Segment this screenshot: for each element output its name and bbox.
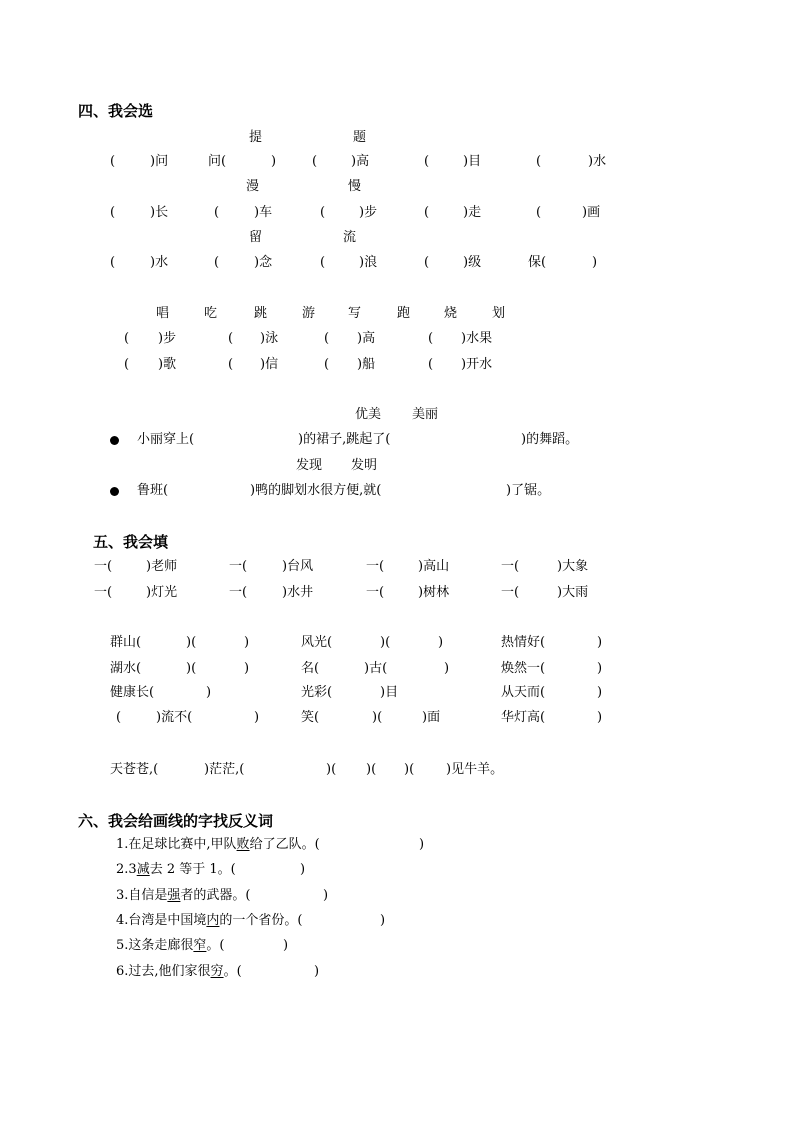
idiom-part: ) — [244, 661, 250, 676]
item-text: 去 2 等于 1。( — [149, 862, 236, 877]
blank-text: )水 — [588, 154, 607, 169]
blank-open: ( — [428, 357, 434, 372]
idiom-part: )目 — [380, 685, 399, 700]
blank-open: ( — [228, 357, 234, 372]
blank-open: ( — [228, 331, 234, 346]
fill-part: )灯光 — [146, 585, 178, 600]
idiom-part: )( — [372, 710, 383, 725]
blank-text: )船 — [357, 357, 376, 372]
fill-part: )大雨 — [557, 585, 589, 600]
blank-open: ( — [424, 255, 430, 270]
idiom-part: )面 — [422, 710, 441, 725]
idiom-part: ) — [244, 635, 250, 650]
blank-open: ( — [312, 154, 318, 169]
blank-text: )歌 — [158, 357, 177, 372]
paren-close: ) — [300, 862, 306, 877]
idiom-part: ) — [206, 685, 212, 700]
fill-part: )水井 — [282, 585, 314, 600]
underlined-char: 败 — [236, 837, 250, 852]
blank-open: ( — [424, 205, 430, 220]
item-text: 的一个省份。( — [219, 913, 303, 928]
blank-open: ( — [124, 331, 130, 346]
blank-open: ( — [324, 331, 330, 346]
blank-text: )开水 — [461, 357, 493, 372]
fill-part: )高山 — [418, 559, 450, 574]
word-option: 吃 — [204, 306, 218, 321]
idiom-part: ) — [254, 710, 260, 725]
fill-part: )老师 — [146, 559, 178, 574]
idiom-part: 湖水( — [110, 661, 142, 676]
blank-text: )目 — [463, 154, 482, 169]
fill-part: )树林 — [418, 585, 450, 600]
idiom-part: )流不( — [156, 710, 193, 725]
blank-text: )水 — [150, 255, 169, 270]
blank-text: )高 — [351, 154, 370, 169]
section5-heading: 五、我会填 — [93, 533, 169, 551]
antonym-item — [116, 938, 225, 954]
idiom-part: )( — [186, 635, 197, 650]
blank-text: )念 — [254, 255, 273, 270]
fill-part: )大象 — [557, 559, 589, 574]
blank-text: )泳 — [260, 331, 279, 346]
blank-text: 保( — [528, 255, 547, 270]
idiom-part: ) — [444, 661, 450, 676]
poem-part: 天苍苍,( — [110, 762, 159, 777]
word-option: 漫 — [246, 179, 260, 194]
item-text: 6.过去,他们家很 — [116, 964, 211, 979]
word-option: 烧 — [444, 306, 458, 321]
word-option: 慢 — [348, 179, 362, 194]
blank-text: )级 — [463, 255, 482, 270]
antonym-item — [116, 913, 303, 929]
sentence-part: 鲁班( — [137, 483, 169, 498]
idiom-part: )古( — [364, 661, 388, 676]
idiom-part: 名( — [301, 661, 320, 676]
bullet-icon — [110, 487, 119, 496]
fill-part: )台风 — [282, 559, 314, 574]
idiom-part: 焕然一( — [501, 661, 546, 676]
fill-part: 一( — [94, 585, 113, 600]
blank-text: )车 — [254, 205, 273, 220]
item-text: 给了乙队。( — [249, 837, 320, 852]
blank-text: )长 — [150, 205, 169, 220]
blank-close: ) — [271, 154, 277, 169]
blank-open: ( — [320, 205, 326, 220]
word-option: 发明 — [351, 458, 378, 473]
item-text: 5.这条走廊很 — [116, 938, 194, 953]
blank-text: )步 — [359, 205, 378, 220]
word-option: 跳 — [254, 306, 268, 321]
idiom-part: ) — [597, 685, 603, 700]
blank-open: ( — [214, 205, 220, 220]
paren-close: ) — [283, 938, 289, 953]
paren-close: ) — [419, 837, 425, 852]
word-option: 美丽 — [412, 407, 439, 422]
blank-text: )水果 — [461, 331, 493, 346]
poem-part: )见牛羊。 — [446, 762, 504, 777]
antonym-item — [116, 862, 236, 878]
paren-close: ) — [323, 888, 329, 903]
underlined-char: 强 — [167, 888, 181, 903]
poem-part: )( — [404, 762, 415, 777]
idiom-part: )( — [380, 635, 391, 650]
word-option: 划 — [492, 306, 506, 321]
idiom-part: ) — [597, 661, 603, 676]
sentence-part: )了锯。 — [506, 483, 551, 498]
word-option: 写 — [348, 306, 362, 321]
idiom-part: ) — [597, 710, 603, 725]
idiom-part: ) — [438, 635, 444, 650]
paren-close: ) — [380, 913, 386, 928]
item-text: 。( — [206, 938, 225, 953]
idiom-part: 光彩( — [301, 685, 333, 700]
antonym-item — [116, 888, 251, 904]
antonym-item — [116, 964, 242, 980]
sentence-part: )的舞蹈。 — [521, 432, 579, 447]
poem-part: )( — [326, 762, 337, 777]
idiom-part: 群山( — [110, 635, 142, 650]
word-option: 留 — [249, 230, 263, 245]
idiom-part: )( — [186, 661, 197, 676]
fill-part: 一( — [366, 559, 385, 574]
fill-part: 一( — [229, 559, 248, 574]
idiom-part: 热情好( — [501, 635, 546, 650]
blank-text: 问( — [208, 154, 227, 169]
underlined-char: 内 — [206, 913, 220, 928]
blank-open: ( — [110, 154, 116, 169]
section4-heading: 四、我会选 — [78, 102, 154, 120]
underlined-char: 减 — [136, 862, 150, 877]
blank-open: ( — [424, 154, 430, 169]
sentence-part: )鸭的脚划水很方便,就( — [250, 483, 382, 498]
blank-open: ( — [124, 357, 130, 372]
item-text: 者的武器。( — [180, 888, 251, 903]
idiom-part: 笑( — [301, 710, 320, 725]
word-option: 发现 — [296, 458, 323, 473]
underlined-char: 穷 — [210, 964, 224, 979]
poem-part: )茫茫,( — [204, 762, 245, 777]
blank-open: ( — [110, 255, 116, 270]
fill-part: 一( — [94, 559, 113, 574]
fill-part: 一( — [366, 585, 385, 600]
blank-open: ( — [110, 205, 116, 220]
blank-close: ) — [592, 255, 598, 270]
poem-part: )( — [366, 762, 377, 777]
word-option: 游 — [302, 306, 316, 321]
fill-part: 一( — [501, 585, 520, 600]
idiom-part: ) — [597, 635, 603, 650]
blank-text: )信 — [260, 357, 279, 372]
blank-open: ( — [428, 331, 434, 346]
idiom-part: 从天而( — [501, 685, 546, 700]
item-text: 4.台湾是中国境 — [116, 913, 207, 928]
blank-text: )高 — [357, 331, 376, 346]
blank-text: )画 — [582, 205, 601, 220]
bullet-icon — [110, 436, 119, 445]
word-option: 提 — [249, 130, 263, 145]
antonym-item — [116, 837, 320, 853]
blank-open: ( — [536, 154, 542, 169]
section6-heading: 六、我会给画线的字找反义词 — [78, 812, 274, 830]
blank-open: ( — [324, 357, 330, 372]
word-option: 题 — [353, 130, 367, 145]
item-text: 。( — [223, 964, 242, 979]
fill-part: 一( — [501, 559, 520, 574]
sentence-part: 小丽穿上( — [137, 432, 195, 447]
idiom-part: 风光( — [301, 635, 333, 650]
word-option: 流 — [343, 230, 357, 245]
blank-open: ( — [214, 255, 220, 270]
item-text: 3.自信是 — [116, 888, 168, 903]
blank-text: )浪 — [359, 255, 378, 270]
fill-part: 一( — [229, 585, 248, 600]
item-text: 1.在足球比赛中,甲队 — [116, 837, 237, 852]
sentence-part: )的裙子,跳起了( — [298, 432, 391, 447]
word-option: 唱 — [156, 306, 170, 321]
blank-open: ( — [536, 205, 542, 220]
item-text: 2.3 — [116, 862, 137, 877]
idiom-part: 健康长( — [110, 685, 155, 700]
blank-open: ( — [320, 255, 326, 270]
word-option: 跑 — [397, 306, 411, 321]
word-option: 优美 — [355, 407, 382, 422]
paren-close: ) — [314, 964, 320, 979]
idiom-part: 华灯高( — [501, 710, 546, 725]
blank-text: )问 — [150, 154, 169, 169]
idiom-part: ( — [116, 710, 122, 725]
underlined-char: 窄 — [193, 938, 207, 953]
blank-text: )走 — [463, 205, 482, 220]
blank-text: )步 — [158, 331, 177, 346]
